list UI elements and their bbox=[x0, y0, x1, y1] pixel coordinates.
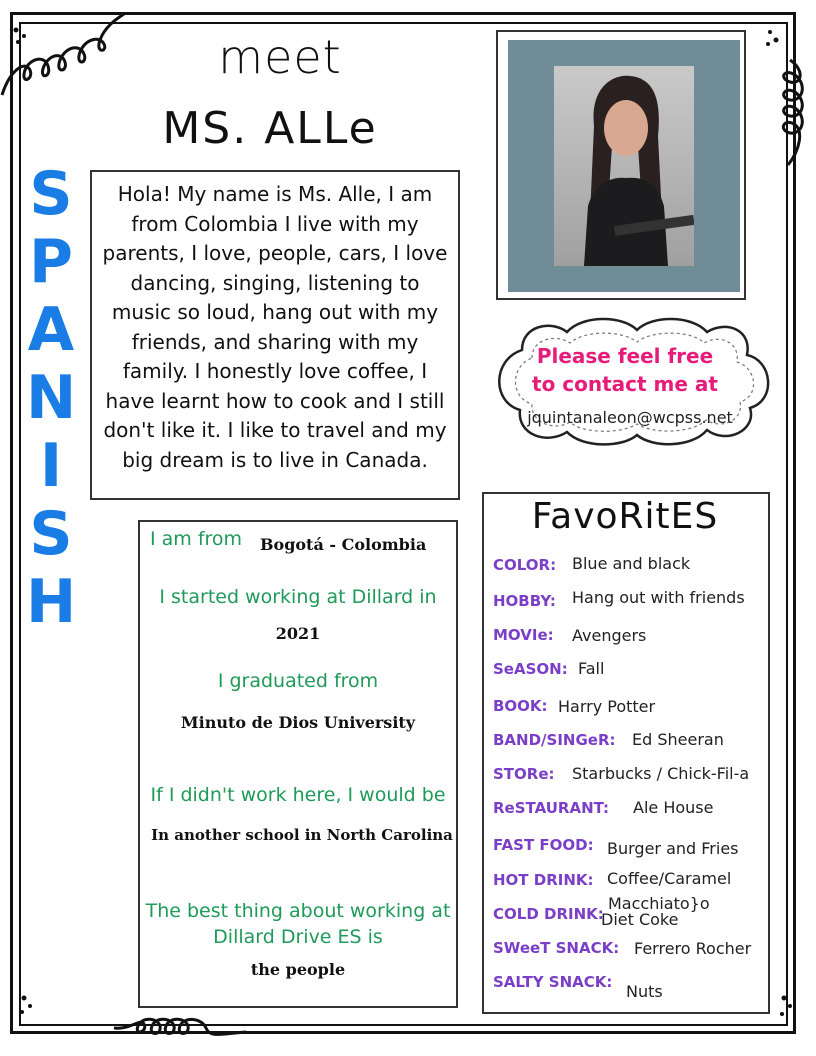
loop-doodle-top-right bbox=[760, 20, 810, 180]
started-value: 2021 bbox=[275, 624, 321, 643]
fav-label-movie: MOVIe: bbox=[493, 626, 554, 644]
contact-title-line2: to contact me at bbox=[532, 372, 718, 396]
best-label-line1: The best thing about working at bbox=[145, 900, 451, 922]
best-label bbox=[140, 898, 456, 950]
bio-box: Hola! My name is Ms. Alle, I am from Colombia I live with my parents, I love, people, cars, I love dancing, singing, listening to music so loud, hang out with my friends, and sharing with my family. I honestly love coffee, I have learnt how to cook and I still don't like it. I like to travel and my big dream is to live in Canada. bbox=[90, 170, 460, 500]
fav-value-hobby: Hang out with friends bbox=[572, 588, 745, 607]
fav-value-cold-drink: Macchiato}o bbox=[608, 894, 710, 913]
fav-label-salty-snack: SALTY SNACK: bbox=[493, 973, 613, 991]
dots-doodle-bottom-left bbox=[16, 990, 46, 1030]
fav-label-season: SeASON: bbox=[493, 660, 568, 678]
else-label: If I didn't work here, I would be bbox=[150, 784, 446, 806]
spanish-letter: I bbox=[39, 431, 63, 501]
fav-value-color: Blue and black bbox=[572, 554, 691, 573]
fav-label-hobby: HOBBY: bbox=[493, 592, 556, 610]
fav-label-hot-drink: HOT DRINK: bbox=[493, 871, 594, 889]
graduated-value: Minuto de Dios University bbox=[180, 713, 416, 732]
fav-value-book: Harry Potter bbox=[558, 697, 656, 716]
fav-label-sweet-snack: SWeeT SNACK: bbox=[493, 939, 620, 957]
started-label: I started working at Dillard in bbox=[159, 586, 437, 608]
fav-value-season: Fall bbox=[578, 659, 605, 678]
spanish-letter: P bbox=[29, 227, 73, 297]
fav-value-cold-drink-2: Diet Coke bbox=[601, 910, 679, 929]
fav-label-restaurant: ReSTAURANT: bbox=[493, 799, 610, 817]
from-value: Bogotá - Colombia bbox=[260, 535, 427, 554]
fav-value-salty-snack: Nuts bbox=[626, 982, 663, 1001]
best-value: the people bbox=[250, 960, 346, 979]
contact-title-line1: Please feel free bbox=[536, 344, 714, 368]
spanish-letter: S bbox=[29, 499, 73, 569]
fav-value-hot-drink: Coffee/Caramel bbox=[607, 869, 732, 888]
fav-label-color: COLOR: bbox=[493, 556, 557, 574]
fav-label-cold-drink: COLD DRINK: bbox=[493, 905, 604, 923]
spanish-letter: N bbox=[26, 363, 77, 433]
teacher-name: MS. ALLe bbox=[162, 103, 378, 154]
meet-heading: meet bbox=[218, 30, 342, 84]
fav-value-fast-food: Burger and Fries bbox=[607, 839, 739, 858]
graduated-label: I graduated from bbox=[217, 670, 379, 692]
teacher-photo bbox=[554, 66, 694, 266]
else-value: In another school in North Carolina bbox=[151, 826, 453, 844]
best-label-line2: Dillard Drive ES is bbox=[213, 926, 383, 948]
spanish-letter: A bbox=[27, 295, 75, 365]
spanish-letter: S bbox=[29, 159, 73, 229]
loop-doodle-top-left bbox=[0, 0, 130, 100]
fav-label-fast-food: FAST FOOD: bbox=[493, 836, 594, 854]
fav-label-book: BOOK: bbox=[493, 697, 548, 715]
spanish-letter: H bbox=[26, 567, 77, 637]
spanish-vertical-word bbox=[26, 160, 76, 636]
contact-title bbox=[505, 342, 745, 398]
fav-value-restaurant: Ale House bbox=[633, 798, 714, 817]
from-label: I am from bbox=[150, 528, 243, 550]
contact-email[interactable]: jquintanaleon@wcpss.net bbox=[527, 408, 733, 427]
fav-value-sweet-snack: Ferrero Rocher bbox=[634, 939, 752, 958]
fav-label-band-singer: BAND/SINGeR: bbox=[493, 731, 616, 749]
loop-doodle-bottom bbox=[110, 1008, 250, 1056]
fav-value-movie: Avengers bbox=[572, 626, 647, 645]
favorites-title: FavoRitES bbox=[531, 496, 719, 537]
fav-value-store: Starbucks / Chick-Fil-a bbox=[572, 764, 750, 783]
fav-value-band-singer: Ed Sheeran bbox=[632, 730, 724, 749]
fav-label-store: STORe: bbox=[493, 765, 555, 783]
